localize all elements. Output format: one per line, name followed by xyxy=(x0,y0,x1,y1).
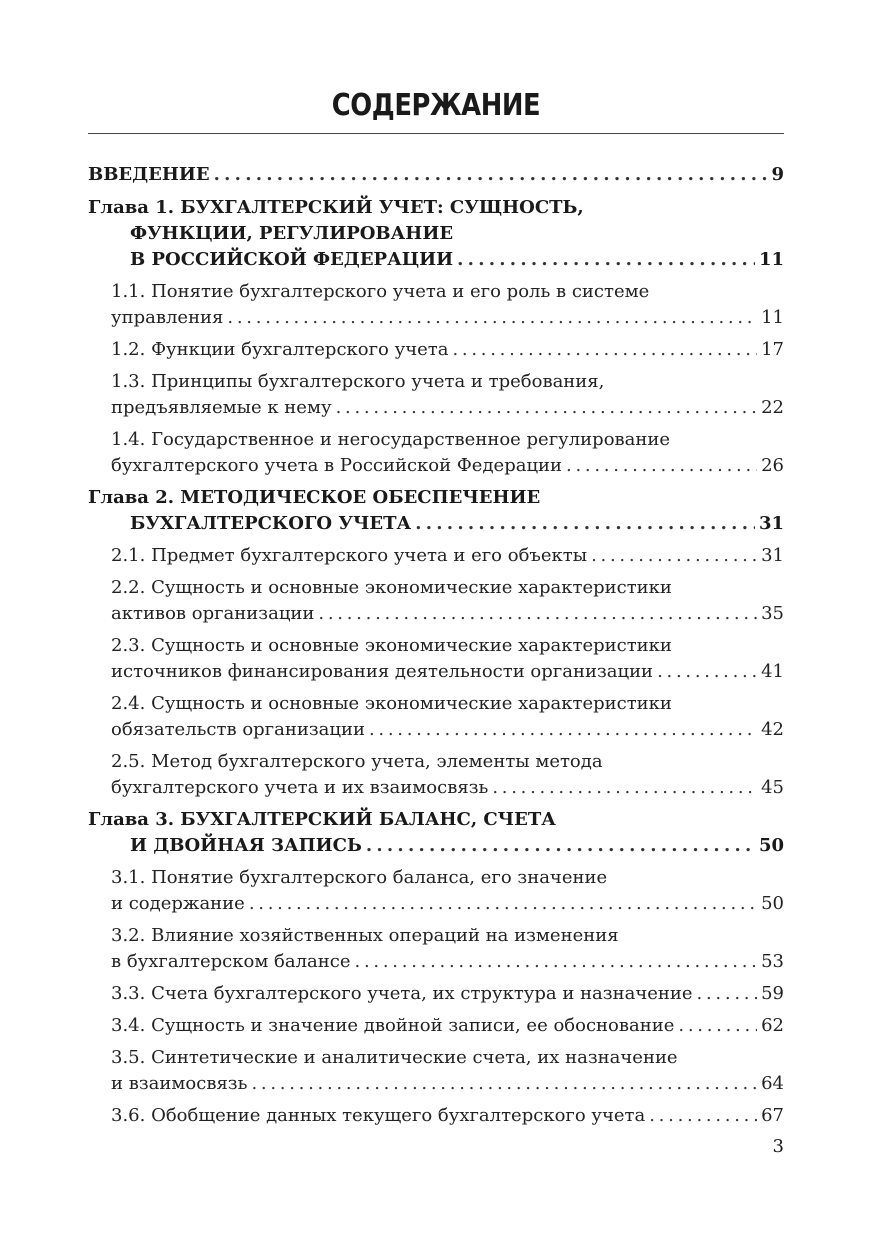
dot-leader xyxy=(678,1013,757,1039)
toc-section-title-line: 3.4. Сущность и значение двойной записи, ее обоснование xyxy=(111,1015,675,1036)
toc-section-title-line: 3.5. Синтетические и аналитические счета, их назначение xyxy=(111,1047,678,1068)
dot-leader xyxy=(355,949,758,975)
toc-page-number: 9 xyxy=(771,164,784,185)
toc-entry-introduction[interactable] xyxy=(88,162,784,188)
table-of-contents xyxy=(88,162,784,1135)
toc-page-number: 31 xyxy=(758,513,784,534)
toc-section-title-line: обязательств организации xyxy=(111,719,365,740)
toc-section-title-line: 2.2. Сущность и основные экономические характеристики xyxy=(111,577,672,598)
toc-chapter-1[interactable] xyxy=(88,195,784,273)
toc-page-number: 50 xyxy=(758,835,784,856)
toc-chapter-title-line: И ДВОЙНАЯ ЗАПИСЬ xyxy=(130,835,362,856)
toc-section-3-2[interactable] xyxy=(88,923,784,975)
dot-leader xyxy=(492,775,757,801)
toc-chapter-title-line: ФУНКЦИИ, РЕГУЛИРОВАНИЕ xyxy=(130,223,454,244)
toc-section-title-line: 1.1. Понятие бухгалтерского учета и его роль в системе xyxy=(111,281,650,302)
toc-section-title-line: управления xyxy=(111,307,224,328)
toc-section-title-line: 3.3. Счета бухгалтерского учета, их структура и назначение xyxy=(111,983,693,1004)
toc-page-number: 62 xyxy=(761,1015,784,1036)
toc-page-number: 11 xyxy=(761,307,784,328)
toc-page-number: 35 xyxy=(761,603,784,624)
toc-chapter-title-line: БУХГАЛТЕРСКОГО УЧЕТА xyxy=(130,513,412,534)
toc-page-number: 26 xyxy=(761,455,784,476)
dot-leader xyxy=(369,717,757,743)
toc-chapter-2[interactable] xyxy=(88,485,784,537)
toc-chapter-title-line: В РОССИЙСКОЙ ФЕДЕРАЦИИ xyxy=(130,249,454,270)
toc-section-title-line: 1.3. Принципы бухгалтерского учета и требования, xyxy=(111,371,605,392)
toc-page-number: 42 xyxy=(761,719,784,740)
toc-section-2-1[interactable] xyxy=(88,543,784,569)
dot-leader xyxy=(214,162,768,188)
toc-section-title-line: 2.3. Сущность и основные экономические характеристики xyxy=(111,635,672,656)
toc-section-1-1[interactable] xyxy=(88,279,784,331)
toc-chapter-title-line: Глава 1. БУХГАЛТЕРСКИЙ УЧЕТ: СУЩНОСТЬ, xyxy=(88,197,584,218)
toc-page-number: 31 xyxy=(761,545,784,566)
toc-chapter-title-line: Глава 2. МЕТОДИЧЕСКОЕ ОБЕСПЕЧЕНИЕ xyxy=(88,487,541,508)
toc-section-title-line: 2.4. Сущность и основные экономические характеристики xyxy=(111,693,672,714)
toc-section-title-line: 1.4. Государственное и негосударственное регулирование xyxy=(111,429,671,450)
dot-leader xyxy=(336,395,758,421)
dot-leader xyxy=(249,891,757,917)
toc-page-number: 45 xyxy=(761,777,784,798)
toc-page-number: 17 xyxy=(761,339,784,360)
toc-page-number: 67 xyxy=(761,1105,784,1126)
toc-section-title-line: бухгалтерского учета и их взаимосвязь xyxy=(111,777,489,798)
toc-page-number: 50 xyxy=(761,893,784,914)
toc-page-number: 64 xyxy=(761,1073,784,1094)
page-title: СОДЕРЖАНИЕ xyxy=(331,88,541,123)
toc-section-3-5[interactable] xyxy=(88,1045,784,1097)
toc-page-number: 22 xyxy=(761,397,784,418)
toc-section-1-2[interactable] xyxy=(88,337,784,363)
toc-section-1-3[interactable] xyxy=(88,369,784,421)
toc-section-title-line: активов организации xyxy=(111,603,315,624)
toc-section-1-4[interactable] xyxy=(88,427,784,479)
dot-leader xyxy=(318,601,757,627)
page-number: 3 xyxy=(772,1136,784,1157)
toc-section-title-line: источников финансирования деятельности организации xyxy=(111,661,654,682)
dot-leader xyxy=(566,453,757,479)
title-divider xyxy=(88,133,784,134)
toc-section-3-6[interactable] xyxy=(88,1103,784,1129)
toc-section-title-line: 3.1. Понятие бухгалтерского баланса, его значение xyxy=(111,867,608,888)
toc-section-title-line: в бухгалтерском балансе xyxy=(111,951,351,972)
toc-section-title-line: и содержание xyxy=(111,893,245,914)
toc-section-2-2[interactable] xyxy=(88,575,784,627)
dot-leader xyxy=(697,981,758,1007)
dot-leader xyxy=(452,337,757,363)
dot-leader xyxy=(591,543,757,569)
toc-page-number: 41 xyxy=(761,661,784,682)
toc-entry-title: ВВЕДЕНИЕ xyxy=(88,164,210,185)
dot-leader xyxy=(366,833,755,859)
toc-section-3-1[interactable] xyxy=(88,865,784,917)
dot-leader xyxy=(415,511,755,537)
dot-leader xyxy=(657,659,757,685)
toc-section-3-3[interactable] xyxy=(88,981,784,1007)
toc-chapter-title-line: Глава 3. БУХГАЛТЕРСКИЙ БАЛАНС, СЧЕТА xyxy=(88,809,556,830)
toc-section-title-line: бухгалтерского учета в Российской Федерации xyxy=(111,455,563,476)
toc-section-title-line: и взаимосвязь xyxy=(111,1073,248,1094)
toc-page-number: 59 xyxy=(761,983,784,1004)
toc-chapter-3[interactable] xyxy=(88,807,784,859)
toc-section-3-4[interactable] xyxy=(88,1013,784,1039)
dot-leader xyxy=(251,1071,757,1097)
dot-leader xyxy=(457,247,755,273)
toc-section-title-line: предъявляемые к нему xyxy=(111,397,332,418)
dot-leader xyxy=(649,1103,757,1129)
toc-section-2-5[interactable] xyxy=(88,749,784,801)
toc-section-title-line: 3.2. Влияние хозяйственных операций на изменения xyxy=(111,925,619,946)
dot-leader xyxy=(227,305,757,331)
toc-page-number: 53 xyxy=(761,951,784,972)
toc-section-title-line: 1.2. Функции бухгалтерского учета xyxy=(111,339,449,360)
toc-section-title-line: 2.5. Метод бухгалтерского учета, элементы метода xyxy=(111,751,603,772)
toc-section-2-4[interactable] xyxy=(88,691,784,743)
toc-section-title-line: 3.6. Обобщение данных текущего бухгалтерского учета xyxy=(111,1105,646,1126)
toc-page-number: 11 xyxy=(758,249,784,270)
toc-section-2-3[interactable] xyxy=(88,633,784,685)
toc-section-title-line: 2.1. Предмет бухгалтерского учета и его объекты xyxy=(111,545,588,566)
